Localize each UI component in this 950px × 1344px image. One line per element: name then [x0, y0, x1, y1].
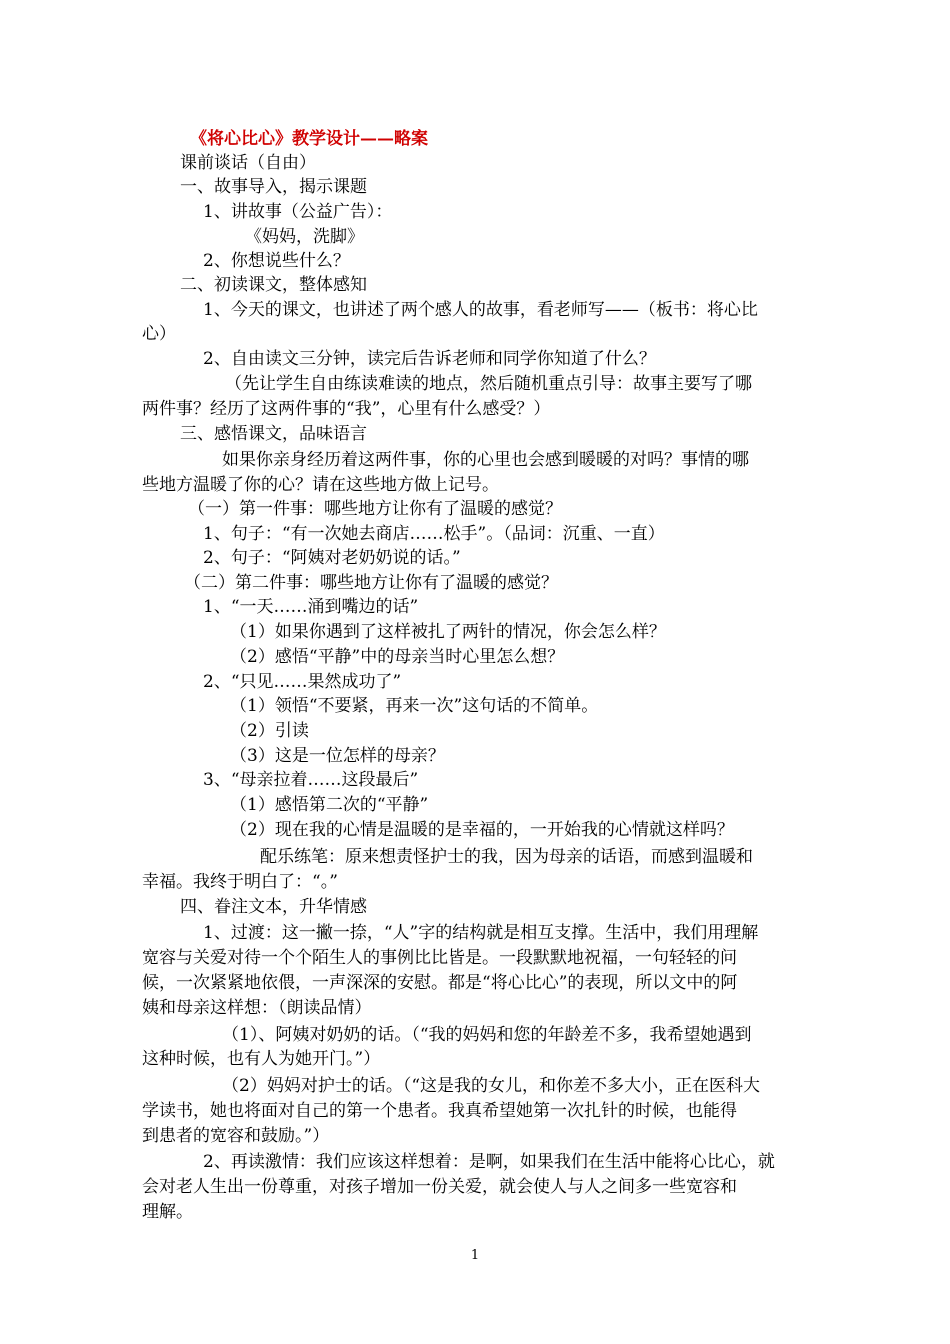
text-line: （一）第一件事：哪些地方让你有了温暖的感觉？: [188, 499, 562, 519]
text-line: 2、你想说些什么？: [203, 251, 350, 271]
text-line: 2、“只见……果然成功了”: [203, 672, 402, 692]
text-line: （1）领悟“不要紧，再来一次”这句话的不简单。: [230, 696, 599, 716]
text-line: 配乐练笔：原来想责怪护士的我，因为母亲的话语，而感到温暖和: [260, 847, 753, 867]
section-heading: 四、眷注文本，升华情感: [180, 897, 367, 917]
text-line: 些地方温暖了你的心？请在这些地方做上记号。: [142, 475, 499, 495]
text-line: 到患者的宽容和鼓励。”）: [142, 1126, 330, 1146]
text-line: 1、过渡：这一撇一捺，“人”字的结构就是相互支撑。生活中，我们用理解: [203, 923, 759, 943]
text-line: （2）现在我的心情是温暖的是幸福的，一开始我的心情就这样吗？: [230, 820, 734, 840]
text-line: 两件事？经历了这两件事的“我”，心里有什么感受？）: [142, 399, 551, 419]
text-line: （二）第二件事：哪些地方让你有了温暖的感觉？: [184, 573, 558, 593]
text-line: 1、讲故事（公益广告）：: [203, 202, 393, 222]
text-line: 如果你亲身经历着这两件事，你的心里也会感到暖暖的对吗？事情的哪: [222, 450, 749, 470]
text-line: 1、今天的课文，也讲述了两个感人的故事，看老师写——（板书：将心比: [203, 300, 758, 320]
text-line: 宽容与关爱对待一个个陌生人的事例比比皆是。一段默默地祝福，一句轻轻的问: [142, 948, 737, 968]
text-line: 3、“母亲拉着……这段最后”: [203, 770, 419, 790]
text-line: 心）: [142, 324, 176, 344]
section-heading: 一、故事导入，揭示课题: [180, 177, 367, 197]
text-line: 2、再读激情：我们应该这样想着：是啊，如果我们在生活中能将心比心，就: [203, 1152, 775, 1172]
text-line: （2）感悟“平静”中的母亲当时心里怎么想？: [230, 647, 565, 667]
text-line: 幸福。我终于明白了：“。”: [142, 872, 338, 892]
section-heading: 二、初读课文，整体感知: [180, 275, 367, 295]
text-line: （1）感悟第二次的“平静”: [230, 795, 429, 815]
text-line: （2）妈妈对护士的话。（“这是我的女儿，和你差不多大小，正在医科大: [222, 1076, 761, 1096]
text-line: 学读书，她也将面对自己的第一个患者。我真希望她第一次扎针的时候，也能得: [142, 1101, 737, 1121]
text-line: 会对老人生出一份尊重，对孩子增加一份关爱，就会使人与人之间多一些宽容和: [142, 1177, 737, 1197]
page-number: 1: [470, 1248, 480, 1263]
text-line: 1、句子：“有一次她去商店……松手”。（品词：沉重、一直）: [203, 524, 665, 544]
text-line: （1）如果你遇到了这样被扎了两针的情况，你会怎么样？: [230, 622, 666, 642]
text-line: （先让学生自由练读难读的地点，然后随机重点引导：故事主要写了哪: [225, 374, 752, 394]
text-line: 候，一次紧紧地依偎，一声深深的安慰。都是“将心比心”的表现，所以文中的阿: [142, 973, 738, 993]
section-heading: 三、感悟课文，品味语言: [180, 424, 367, 444]
text-line: 1、“一天……涌到嘴边的话”: [203, 597, 419, 617]
text-line: （1）、阿姨对奶奶的话。（“我的妈妈和您的年龄差不多，我希望她遇到: [222, 1025, 752, 1045]
text-line: 2、句子：“阿姨对老奶奶说的话。”: [203, 548, 461, 568]
text-line: 姨和母亲这样想：（朗读品情）: [142, 998, 372, 1018]
text-line: 2、自由读文三分钟，读完后告诉老师和同学你知道了什么？: [203, 349, 656, 369]
document-title: 《将心比心》教学设计——略案: [190, 129, 428, 149]
text-line: 这种时候，也有人为她开门。”）: [142, 1049, 381, 1069]
text-line: （3）这是一位怎样的母亲？: [230, 746, 445, 766]
text-line: （2）引读: [230, 721, 309, 741]
text-line: 理解。: [142, 1202, 193, 1222]
text-line: 课前谈话（自由）: [180, 153, 316, 173]
text-line: 《妈妈，洗脚》: [245, 227, 364, 247]
